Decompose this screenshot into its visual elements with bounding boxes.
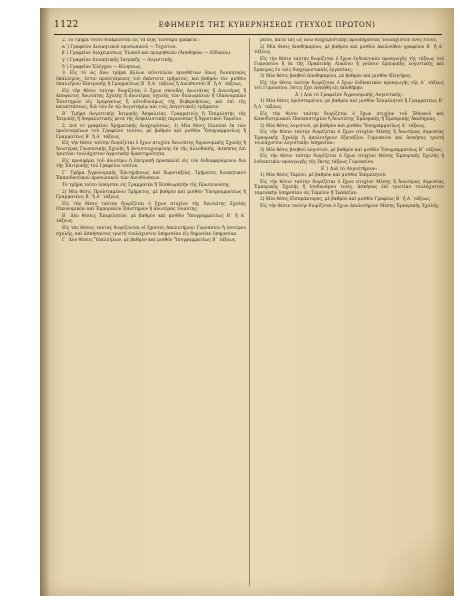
paragraph: Β΄ Δύο θέσεις Ἐπιμελητῶν, μὲ βαθμὸν καὶ μισθὸν Ὑπογραμματέως Β΄ ἢ Α΄ τάξεως. xyxy=(56,213,246,225)
paragraph: 3) Μία θέσις βοηθοῦ λογιστοῦ, μὲ βαθμὸν καὶ μισθὸν Ὑπογραμματέως Β΄ τάξεως. xyxy=(260,147,444,153)
paragraph: Εἰς τὴν θέσιν ταύτην διορίζεται ὁ ἔχων πτυχίον Μέσης ἢ Ἀνωτέρας Δημοσίας Ἐμπορικῆς Σχολῆς ἢ ἀπολυτήριον ἑξαταξίου Γυμνασίου καὶ ἀσκήσας τριετῆ τουλάχιστον λογιστικὴν ὑπηρεσίαν. xyxy=(254,130,444,147)
paragraph: γ΄) Γραφεῖον Διοικητικῆς Ἰατρικῆς — Λογιστικῆς. xyxy=(62,57,174,63)
paragraph: Εἰς τὴν θέσιν ταύτην διορίζεται ὁ ἔχων πτυχίον τοῦ Ἐθνικοῦ καὶ Καποδιστριακοῦ Πανεπιστημίου ἢ Ἀνωτάτης Ἐμπορικῆς ἢ Ἐμπορικῆς Ἀκαδημίας. xyxy=(254,111,444,123)
paragraph: 1) Μία θέσις Ταμίου, μὲ βαθμὸν καὶ μισθὸν Ἐπιμελητοῦ. xyxy=(260,173,387,179)
left-text-column xyxy=(56,38,246,586)
paragraph: Εἰς τὴν θέσιν ταύτην διορίζεται ὁ ἔχων ἐνδεικτικὸν προαγωγῆς τῆς Α΄ τάξεως τοῦ Γυμνασίου, ὅστις ἔχει ἀσκηθῇ εἰς ἀποθήκην. xyxy=(254,80,444,92)
paragraph: Εἰς προσφέρει τοῦ ἀνωτέρω ἡ ἐπιτροπή προσκαλεῖ εἰς τὸν ἐνδιαφερόμενον διὰ τῆς Ἐπιτροπῆς τοῦ Γραφείου τούτου. xyxy=(56,158,246,170)
paragraph: 3. Εἰς τὸ ὡς ἄνω τμῆμα ἄλλων αὐτοτελῶν προσθέτων ὅπως διοικητικὸς ὑπάλληλος, ἐστιν προϊστάμενος τοῦ ἐκάστοτε τμήματος, καὶ βαθμὸν τὸν μισθὸν ὑπαλλήλου Ἐπιτροπῆς ἢ Γραμματέως Β΄ ἢ Α΄ τάξεως ἢ Διευθυντοῦ Β΄ ἢ Α΄ τάξεως. xyxy=(56,71,246,88)
paragraph: β΄) Γραφεῖον Διαχειρίσεως Ὑλικοῦ καὶ προμηθειῶν (Ἀποθηκῶν — Εἰδικῶν). xyxy=(62,51,232,57)
section-heading: Ε΄) Διὰ τὸ Λογιστήριον: xyxy=(320,166,378,172)
paragraph: Εἰς τὴν θέσιν ταύτην διορίζεται ὁ ἔχων ἀπολυτήριον Μέσης Ἐμπορικῆς Σχολῆς. xyxy=(260,203,440,209)
newspaper-masthead: ΕΦΗΜΕΡΙΣ ΤΗΣ ΚΥΒΕΡΝΗΣΕΩΣ (ΤΕΥΧΟΣ ΠΡΩΤΟΝ) xyxy=(158,21,376,29)
paragraph: Εἰς τὴν θέσιν ταύτην διορίζεται ὁ ἔχων πτυχίον Μέσης ἢ Ἀνωτέρας Δημοσίας Ἐμπορικῆς Σχολῆς ἢ ἰσοδυνάμου τινός, ἀσκήσας ἐπὶ τριετίαν τουλάχιστον ταμειακὴν ὑπηρεσίαν εἰς Ταμεῖον ἢ Τράπεζαν. xyxy=(254,179,444,196)
paragraph: Β΄ Τμῆμα Λογιστικῆς Ἰατρικῆς Ἀσφαλείας. Γραμματεὺς ἢ Ἐπιμελητὴς τῆς Ἰατρικῆς ἢ Ἀσφαλιστικῆς μετὰ τῆς ἀσφαλιστικῆς περιουσίας ἢ Ἀγροτικοῦ Ταμείου. xyxy=(56,111,246,123)
paragraph: 2) Μία θέσις ἀποθηκαρίου, μὲ βαθμὸν καὶ μισθὸν ἀκολούθου γραφείου Β΄ ἢ Α΄ τάξεως. xyxy=(254,44,444,56)
document-page xyxy=(40,8,454,596)
paragraph: Τὸ τμῆμα τοῦτο ὑπάγεται εἰς Γραμματέα ἢ Ἐπιθεωρητὴν τῆς Πρωτευούσης. xyxy=(62,183,231,189)
paragraph: Εἰς τὴν θέσιν ταύτην διορίζεται ὁ ἔχων σπουδὰς ἀνωτάτας ἢ ἀνωτέρας ἢ ἀποφοίτος Ἀνωτάτης Σχολῆς ἢ ἀνωτέρας σχολῆς τῶν διπλωμάτων ἢ Οἰκονομικῶν Ἐπιστημῶν εἰς ἐμπράκτως ἢ αὐτοδυνάμως τῆς Κυβερνήσεως, καὶ ἐπὶ τῆς καταστάσεως, διὰ τῶν ἐν τῷ Λογιστηρίῳ καὶ τοῖς Λογιστικοῖς τμήμασιν. xyxy=(56,88,246,111)
right-text-column xyxy=(254,38,444,586)
section-heading: Δ΄) Διὰ τὸ Γραφεῖον Ἀγρονομικῆς Λογιστικῆς: xyxy=(294,93,404,99)
paragraph: Εἰς τὴν θέσιν ταύτην διορίζεται ὁ ἔχων πτυχίον Μέσης Ἐμπορικῆς Σχολῆς ἢ ἐνδεικτικὸν προαγωγῆς τῆς ἕκτης τάξεως Γυμνασίου. xyxy=(254,154,444,165)
paragraph: Γ΄ Δύο θέσεις Ὑπαλλήλων, μὲ βαθμὸν καὶ μισθὸν Ὑπογραμματέως Β΄ τάξεως. xyxy=(62,238,237,244)
paragraph: 3) Μία θέσις βοηθοῦ ἀποθηκαρίου, μὲ βαθμὸν καὶ μισθὸν Κλητῆρος. xyxy=(260,74,412,80)
paragraph: ρείου, κατὰ τὰς ὡς ἄνω διαχειριστικῆς προϋπηρεσίας τουλάχιστον ἑνὸς ἔτους. xyxy=(260,38,438,43)
paragraph: α΄) Γραφεῖον Διοικητικοῦ προσωπικοῦ — Τεχνίτου. xyxy=(62,44,177,50)
paragraph: 2. Διὰ τὸ γραφεῖον Χρηματικῆς Διαχειρίσεως. 1) Μία θέσις ἐλλείπει ἐκ τῶν προϊσταμένων τοῦ Γραφείου τούτου, μὲ βαθμὸν καὶ μισθὸν Ὑπογραμματέως ἢ Γραμματέως Β΄ ἢ Α΄ τάξεως. xyxy=(56,123,246,140)
paragraph: δ΄) Γραφεῖον Ἐλέγχου — Κίνησεως. xyxy=(62,64,142,70)
column-divider xyxy=(249,38,250,586)
paragraph: Εἰς τὰς θέσεις ταύτας διορίζονται οἱ ἔχοντες ἀπολυτήριον Γυμνασίου ἢ ἰσοτίμου σχολῆς, καὶ ἀσκήσαντες τριετῆ τουλάχιστον ὑπηρεσίαν εἰς δημοσίαν ὑπηρεσίαν. xyxy=(56,226,246,237)
paragraph: 1) Μία θέσις προϊσταμένου, μὲ βαθμὸν καὶ μισθὸν Ἐπιμελητοῦ ἢ Γραμματέως Β΄ ἢ Α΄ τάξεως. xyxy=(254,99,444,110)
paragraph: 2) Μία θέσις Προϊσταμένου Τμήματος, μὲ βαθμὸν καὶ μισθὸν Ὑπογραμματέως ἢ Γραμματέως Β΄ ἢ Α΄ τάξεως. xyxy=(56,189,246,201)
page-header xyxy=(54,20,442,35)
paragraph: Γ΄ Τμῆμα Ἀγρονομικῆς Ἐπιτηρήσεως καὶ Χωροταξίας. Τμήματος διοικητικοῦ Ἐκπαιδευτικοῦ προσωπικοῦ τῶν Διευθύνσεων. xyxy=(56,171,246,182)
paragraph: 2. Τὸ Τμῆμα τοῦτο διακρίνεται εἰς τὰ ἑξῆς τέσσαρα γραφεῖα : xyxy=(62,38,200,43)
paragraph: Εἰς τὴν θέσιν ταύτην διορίζεται ὁ ἔχων ἐνδεικτικὸν προαγωγῆς τῆς τάξεως τοῦ Γυμνασίου ἢ ἐκ τῆς Πρακτικῆς Λυκείου ἢ γνῶσιν ἐμπορικῆς λογιστικῆς καὶ ἔμπειρος ἐν ταῖς διαχειριστικαῖς ἐργασίαις. xyxy=(254,56,444,73)
paragraph: 2) Μία θέσις Εἰσπράκτορος, μὲ βαθμὸν καὶ μισθὸν Γραφέως Β΄ ἢ Α΄ τάξεως. xyxy=(260,197,432,203)
paragraph: Εἰς τὴν θέσιν ταύτην διορίζεται ὁ ἔχων πτυχίον Ἀνωτάτης Ἀγρονομικῆς Σχολῆς ἢ Ἀνωτέρας Γεωπονικῆς Σχολῆς ἢ ἀντιστοιχουμένης ἐκ τῆς ἀλλοδαπῆς, ἀσκήσας ἐπὶ τριετίαν τουλάχιστον ἀγροτικὴν δραστηριότητα. xyxy=(56,141,246,158)
paragraph: 2) Μία θέσις λογιστοῦ, μὲ βαθμὸν καὶ μισθὸν Ὑπογραμματέως Α΄ τάξεως. xyxy=(260,123,426,129)
paragraph: Εἰς τὴν θέσιν ταύτην διορίζεται ὁ ἔχων πτυχίον τῆς Ἀνωτάτης Σχολῆς Οἰκονομικῶν καὶ Ἐμπορικῶν Ἐπιστημῶν ἢ ἀνωτέρας τοιαύτης. xyxy=(56,201,246,213)
page-number: 1122 xyxy=(54,20,79,30)
